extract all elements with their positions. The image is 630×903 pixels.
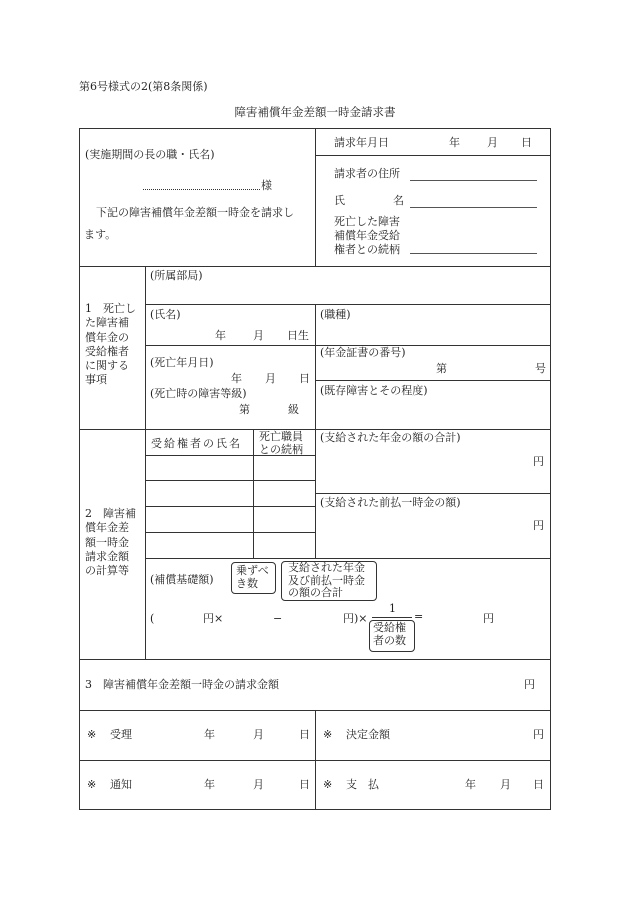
rule-intro-bottom: [79, 266, 551, 267]
relation-field[interactable]: [410, 253, 537, 254]
death-nen: 年: [231, 372, 242, 385]
disability-label: (既存障害とその程度): [320, 384, 428, 397]
section1-label: 1 死亡し た障害補 償年金の 受給権者 に関する 事項: [85, 302, 136, 387]
recipient-name-cell-2[interactable]: [146, 481, 252, 506]
notify-tsuki: 月: [253, 778, 264, 791]
decision-yen: 円: [533, 728, 544, 741]
payment-mark: ※: [323, 778, 333, 791]
date-label: 請求年月日: [334, 136, 389, 149]
birth-nen: 年: [215, 329, 226, 342]
advance-label: (支給された前払一時金の額): [320, 496, 461, 509]
notify-mark: ※: [87, 778, 97, 791]
section3-yen: 円: [524, 678, 535, 691]
receipt-nen: 年: [204, 728, 215, 741]
grade-label: (死亡時の障害等級): [150, 387, 247, 400]
formula-open: (: [150, 612, 155, 625]
deceased-name-label: (氏名): [150, 308, 181, 321]
grade-dai: 第: [239, 403, 250, 416]
addressee-line[interactable]: [143, 189, 260, 190]
col-relation: 死亡職員 との続柄: [259, 430, 303, 456]
section2-label: 2 障害補 償年金差 額一時金 請求金額 の計算等: [85, 507, 136, 578]
notify-nen: 年: [204, 778, 215, 791]
request-text-2: ます。: [84, 228, 117, 241]
formula-yen-close: 円)×: [343, 612, 368, 625]
paid-total-label: (支給された年金の額の合計): [320, 431, 461, 444]
rule-table-bottom: [145, 558, 551, 559]
form-title: 障害補償年金差額一時金請求書: [234, 105, 396, 119]
name-label-2: 名: [393, 194, 404, 207]
grade-kyu: 級: [288, 403, 299, 416]
dept-label: (所属部局): [150, 269, 203, 282]
payment-hi: 日: [533, 778, 544, 791]
formula-equals: =: [414, 610, 424, 623]
death-hi: 日: [299, 372, 310, 385]
addressee-label: (実施期間の長の職・氏名): [85, 148, 215, 161]
payment-label: 支 払: [346, 778, 379, 791]
payment-tsuki: 月: [500, 778, 511, 791]
cert-label: (年金証書の番号): [320, 346, 406, 359]
rule-dept-bottom: [145, 304, 551, 305]
paid-sum-label: 支給された年金 及び前払一時金 の額の合計: [288, 561, 365, 600]
receipt-label: 受理: [110, 728, 132, 741]
decision-label: 決定金額: [346, 728, 390, 741]
rule-section1-split: [315, 304, 316, 429]
rule-cert-bottom: [315, 380, 551, 381]
position-label: (職種): [320, 308, 351, 321]
formula-minus: −: [273, 612, 283, 625]
address-field[interactable]: [410, 180, 537, 181]
death-date-label: (死亡年月日): [150, 356, 214, 369]
receipt-mark: ※: [87, 728, 97, 741]
base-amount-label: (補償基礎額): [150, 573, 214, 586]
multiplier-label: 乗ずべ き数: [236, 564, 269, 591]
rule-section2-split: [315, 429, 316, 558]
receipt-hi: 日: [299, 728, 310, 741]
rule-date-bottom: [315, 155, 551, 156]
request-text-1: 下記の障害補償年金差額一時金を請求し: [96, 206, 294, 219]
fraction-bar: [372, 617, 412, 618]
date-nen: 年: [449, 136, 460, 149]
notify-hi: 日: [299, 778, 310, 791]
cert-dai: 第: [436, 362, 447, 375]
col-recipient-name: 受給権者の氏名: [151, 437, 242, 450]
recipient-name-cell-1[interactable]: [146, 456, 252, 480]
section3-label: 3 障害補償年金差額一時金の請求金額: [85, 678, 279, 691]
receipt-tsuki: 月: [253, 728, 264, 741]
formula-numerator: 1: [389, 602, 396, 615]
notify-label: 通知: [110, 778, 132, 791]
sama-label: 様: [261, 179, 272, 192]
cert-go: 号: [535, 362, 546, 375]
rule-table-col: [253, 429, 254, 558]
decision-mark: ※: [323, 728, 333, 741]
name-field[interactable]: [410, 207, 537, 208]
address-label: 請求者の住所: [334, 167, 400, 180]
rule-office-split: [315, 710, 316, 810]
formula-yen-times: 円×: [203, 612, 224, 625]
death-tsuki: 月: [265, 372, 276, 385]
date-tsuki: 月: [487, 136, 498, 149]
form-number: 第6号様式の2(第8条関係): [79, 80, 208, 93]
date-hi: 日: [521, 136, 532, 149]
rule-intro-split: [315, 128, 316, 266]
birth-tsuki: 月: [253, 329, 264, 342]
rule-paid-bottom: [315, 493, 551, 494]
rule-section2-bottom: [79, 659, 551, 660]
payment-nen: 年: [465, 778, 476, 791]
recipient-name-cell-3[interactable]: [146, 507, 252, 532]
recipient-name-cell-4[interactable]: [146, 533, 252, 558]
paid-total-yen: 円: [533, 455, 544, 468]
relation-label: 死亡した障害 補償年金受給 権者との続柄: [334, 215, 400, 256]
name-label-1: 氏: [334, 194, 345, 207]
denominator-label: 受給権 者の数: [373, 621, 406, 648]
formula-yen-result: 円: [483, 612, 494, 625]
birth-suffix: 日生: [287, 329, 309, 342]
advance-yen: 円: [533, 519, 544, 532]
